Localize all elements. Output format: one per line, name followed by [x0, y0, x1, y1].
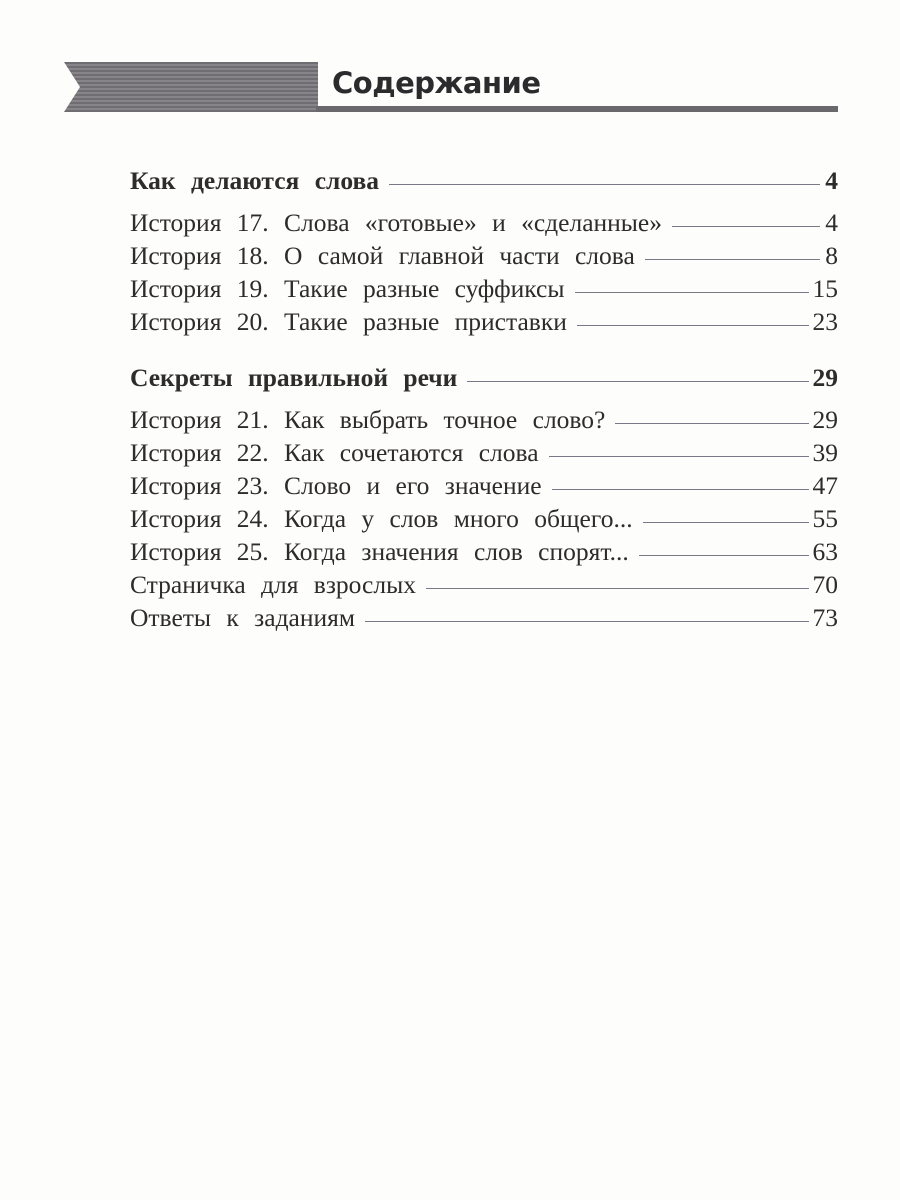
leader-line [365, 621, 808, 622]
toc-entry[interactable] [130, 438, 838, 471]
toc-label: История 18. О самой главной части слова [130, 241, 635, 270]
leader-line [645, 259, 820, 260]
leader-line [552, 489, 809, 490]
toc-page: 23 [812, 307, 838, 336]
leader-line [577, 325, 809, 326]
toc-entry[interactable] [130, 570, 838, 603]
toc-entry[interactable] [130, 274, 838, 307]
toc-page: 73 [812, 603, 838, 632]
toc-label: Секреты правильной речи [130, 363, 458, 392]
toc-label: История 24. Когда у слов много общего... [130, 504, 633, 533]
toc-section[interactable] [130, 166, 838, 199]
toc-label: История 23. Слово и его значение [130, 471, 542, 500]
leader-line [615, 423, 808, 424]
leader-line [575, 292, 809, 293]
toc-page: 47 [812, 471, 838, 500]
toc-label: История 21. Как выбрать точное слово? [130, 405, 606, 434]
toc-label: История 17. Слова «готовые» и «сделанные» [130, 208, 663, 237]
toc-entry[interactable] [130, 471, 838, 504]
toc-page: 70 [812, 570, 838, 599]
toc-entry[interactable] [130, 307, 838, 340]
toc-entry[interactable] [130, 537, 838, 570]
toc-label: Как делаются слова [130, 166, 379, 195]
leader-line [467, 381, 808, 382]
leader-line [672, 226, 820, 227]
toc-label: Страничка для взрослых [130, 570, 416, 599]
toc-page: 4 [825, 208, 838, 237]
toc-page: 15 [812, 274, 838, 303]
toc-entry[interactable] [130, 603, 838, 636]
toc-page: 29 [812, 363, 838, 392]
toc-label: Ответы к заданиям [130, 603, 356, 632]
toc-entry[interactable] [130, 208, 838, 241]
toc-page: 55 [812, 504, 838, 533]
header-ribbon [64, 62, 318, 112]
toc-label: История 22. Как сочетаются слова [130, 438, 539, 467]
page-title: Содержание [332, 66, 541, 100]
toc-page: 4 [825, 166, 838, 195]
leader-line [389, 184, 820, 185]
header-rule [316, 106, 838, 112]
toc-label: История 25. Когда значения слов спорят... [130, 537, 629, 566]
toc-section[interactable] [130, 363, 838, 396]
toc-page: 63 [812, 537, 838, 566]
table-of-contents [130, 166, 838, 636]
toc-label: История 19. Такие разные суффиксы [130, 274, 565, 303]
leader-line [426, 588, 809, 589]
toc-entry[interactable] [130, 405, 838, 438]
leader-line [639, 555, 809, 556]
toc-page: 29 [812, 405, 838, 434]
toc-page: 8 [825, 241, 838, 270]
leader-line [643, 522, 809, 523]
toc-entry[interactable] [130, 504, 838, 537]
toc-entry[interactable] [130, 241, 838, 274]
toc-page: 39 [812, 438, 838, 467]
leader-line [549, 456, 809, 457]
toc-label: История 20. Такие разные приставки [130, 307, 567, 336]
